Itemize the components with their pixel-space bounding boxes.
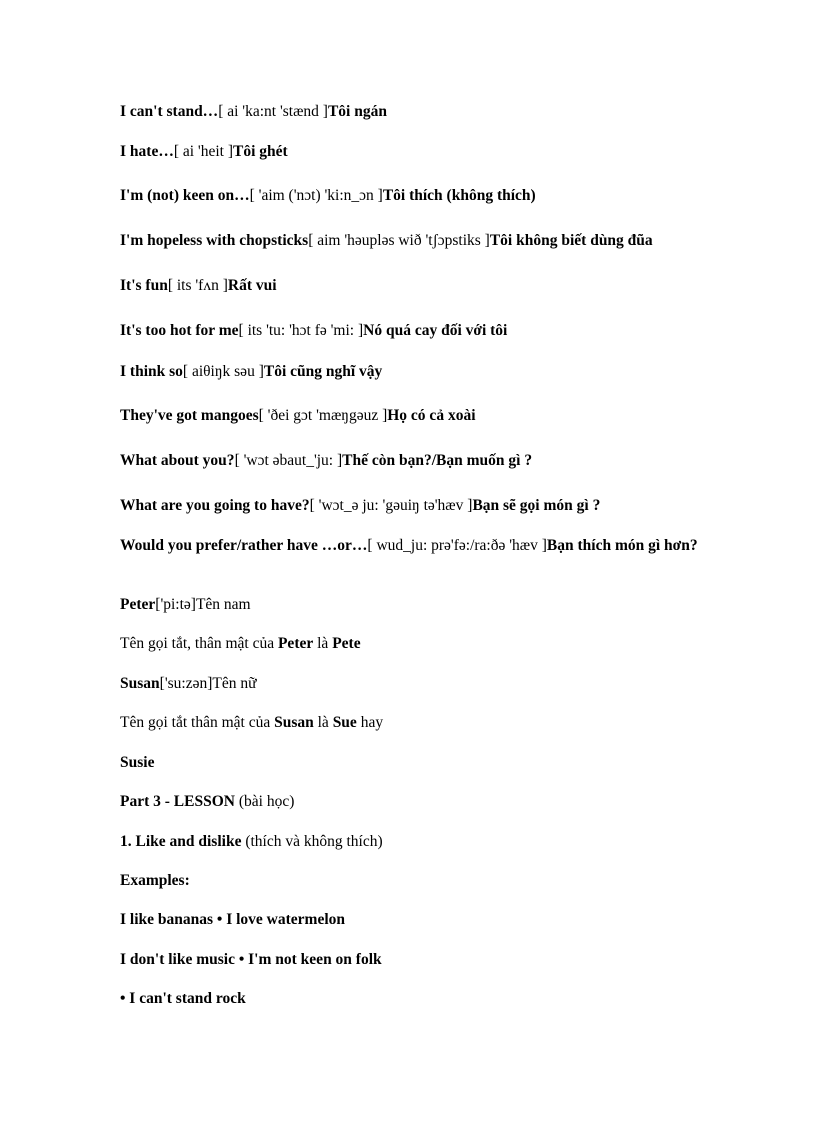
phrase-english: Would you prefer/rather have …or… bbox=[120, 537, 368, 554]
phrase-vietnamese: Thế còn bạn?/Bạn muốn gì ? bbox=[342, 452, 533, 469]
phrase-ipa: [ its 'fʌn ] bbox=[167, 277, 228, 294]
phrase-ipa: [ ai 'heit ] bbox=[173, 143, 233, 160]
nickname-short: Pete bbox=[332, 635, 361, 652]
phrase-ipa: [ wud_ju: prə'fə:/ra:ðə 'hæv ] bbox=[367, 537, 547, 554]
phrase-ipa: [ 'wɔt_ə ju: 'gəuiŋ tə'hæv ] bbox=[309, 497, 473, 514]
phrase-english: They've got mangoes bbox=[120, 407, 259, 424]
name-description: Tên nữ bbox=[212, 675, 257, 692]
phrase-vietnamese: Bạn thích món gì hơn? bbox=[546, 537, 698, 554]
phrase-english: I think so bbox=[120, 363, 183, 380]
phrase-line bbox=[120, 231, 700, 251]
phrase-vietnamese: Tôi ghét bbox=[233, 143, 288, 160]
phrase-line bbox=[120, 496, 700, 516]
nickname-short: Sue bbox=[332, 714, 357, 731]
phrase-ipa: [ 'wɔt əbaut_'ju: ] bbox=[234, 452, 343, 469]
section-subtitle: (thích và không thích) bbox=[241, 833, 383, 850]
nickname-suffix: hay bbox=[356, 714, 384, 731]
phrase-line bbox=[120, 406, 700, 426]
name-line-peter bbox=[120, 595, 700, 615]
phrase-line bbox=[120, 142, 700, 162]
examples-label: Examples: bbox=[120, 872, 190, 889]
phrase-line bbox=[120, 186, 700, 206]
nickname-continuation: Susie bbox=[120, 754, 155, 771]
phrase-vietnamese: Tôi thích (không thích) bbox=[382, 187, 536, 204]
phrase-vietnamese: Tôi ngán bbox=[327, 103, 387, 120]
phrase-line bbox=[120, 321, 700, 341]
phrase-ipa: [ 'aim ('nɔt) 'ki:n_ɔn ] bbox=[249, 187, 383, 204]
nickname-prefix: Tên gọi tắt, thân mật của bbox=[120, 635, 278, 652]
phrase-ipa: [ its 'tu: 'hɔt fə 'mi: ] bbox=[238, 322, 364, 339]
phrase-english: What about you? bbox=[120, 452, 235, 469]
name-ipa: ['pi:tə] bbox=[155, 596, 196, 613]
phrase-english: I hate… bbox=[120, 143, 174, 160]
example-line: I don't like music • I'm not keen on folk bbox=[120, 951, 382, 968]
phrase-vietnamese: Tôi không biết dùng đũa bbox=[489, 232, 653, 249]
part-heading bbox=[120, 792, 700, 812]
nickname-middle: là bbox=[313, 635, 333, 652]
phrase-ipa: [ ai 'ka:nt 'stænd ] bbox=[218, 103, 328, 120]
nickname-name: Peter bbox=[277, 635, 314, 652]
name-line-susan bbox=[120, 674, 700, 694]
phrase-vietnamese: Rất vui bbox=[227, 277, 277, 294]
phrase-english: I can't stand… bbox=[120, 103, 219, 120]
example-line: • I can't stand rock bbox=[120, 990, 246, 1007]
phrase-line bbox=[120, 362, 700, 382]
phrase-vietnamese: Bạn sẽ gọi món gì ? bbox=[472, 497, 601, 514]
phrase-vietnamese: Tôi cũng nghĩ vậy bbox=[263, 363, 383, 380]
phrase-english: What are you going to have? bbox=[120, 497, 310, 514]
name-word: Peter bbox=[120, 596, 156, 613]
phrase-english: I'm (not) keen on… bbox=[120, 187, 250, 204]
part-title: Part 3 - LESSON bbox=[120, 793, 235, 810]
name-description: Tên nam bbox=[195, 596, 251, 613]
phrase-english: It's fun bbox=[120, 277, 168, 294]
nickname-line-susan bbox=[120, 713, 700, 733]
name-ipa: ['su:zən] bbox=[159, 675, 213, 692]
section-title: 1. Like and dislike bbox=[120, 833, 242, 850]
example-line: I like bananas • I love watermelon bbox=[120, 911, 346, 928]
nickname-name: Susan bbox=[274, 714, 314, 731]
part-subtitle: (bài học) bbox=[234, 793, 295, 810]
phrase-ipa: [ aiθiŋk səu ] bbox=[182, 363, 264, 380]
phrase-vietnamese: Họ có cả xoài bbox=[387, 407, 476, 424]
section-heading bbox=[120, 832, 700, 852]
phrase-line bbox=[120, 451, 700, 471]
phrase-english: I'm hopeless with chopsticks bbox=[120, 232, 309, 249]
phrase-english: It's too hot for me bbox=[120, 322, 239, 339]
phrase-line bbox=[120, 536, 700, 556]
phrase-vietnamese: Nó quá cay đối với tôi bbox=[363, 322, 508, 339]
phrase-line bbox=[120, 102, 700, 122]
nickname-prefix: Tên gọi tắt thân mật của bbox=[120, 714, 275, 731]
phrase-ipa: [ aim 'həupləs wið 'tʃɔpstiks ] bbox=[308, 232, 490, 249]
nickname-middle: là bbox=[313, 714, 333, 731]
phrase-ipa: [ 'ðei gɔt 'mæŋgəuz ] bbox=[258, 407, 388, 424]
name-word: Susan bbox=[120, 675, 160, 692]
phrase-line bbox=[120, 276, 700, 296]
nickname-line-peter bbox=[120, 634, 700, 654]
